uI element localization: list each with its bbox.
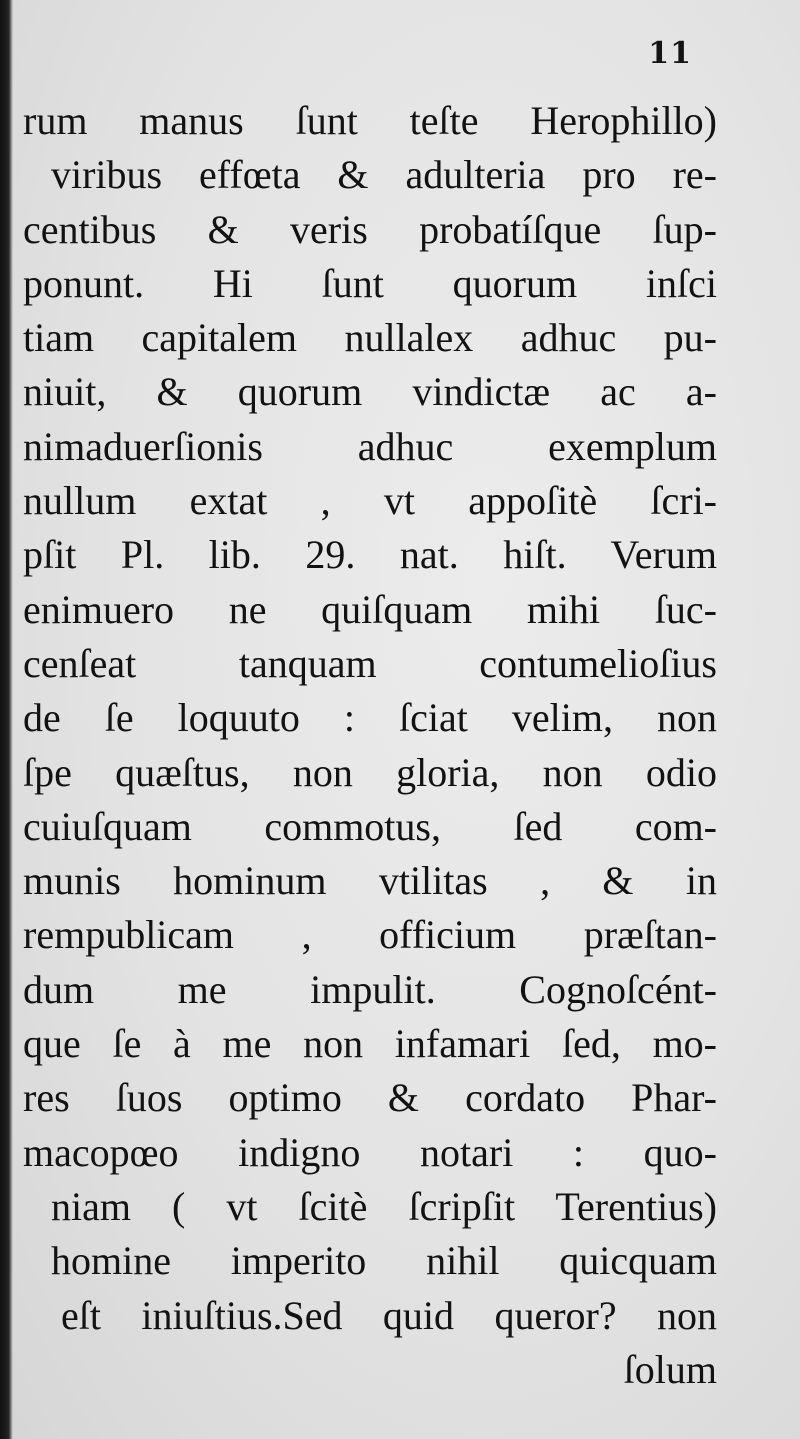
- text-line: enimuero ne quiſquam mihi ſuc-: [23, 586, 717, 632]
- text-line: centibus & veris probatíſque ſup-: [23, 206, 717, 252]
- text-line: munis hominum vtilitas , & in: [23, 858, 717, 904]
- text-line: pſit Pl. lib. 29. nat. hiſt. Verum: [23, 532, 717, 578]
- text-line: tiam capitalem nullalex adhuc pu-: [23, 315, 717, 361]
- text-line: rempublicam , officium præſtan-: [23, 912, 717, 958]
- text-line: ponunt. Hi ſunt quorum inſci: [23, 260, 717, 306]
- text-line: niam ( vt ſcitè ſcripſit Terentius): [51, 1183, 717, 1229]
- text-line: macopœo indigno notari : quo-: [23, 1129, 717, 1175]
- text-line: de ſe loquuto : ſciat velim, non: [23, 695, 717, 741]
- text-line: ſpe quæſtus, non gloria, non odio: [23, 749, 717, 795]
- page-number: 11: [648, 36, 692, 71]
- text-line: cenſeat tanquam contumelioſius: [23, 640, 717, 686]
- text-line: nimaduerſionis adhuc exemplum: [23, 423, 717, 469]
- text-line: viribus effœta & adulteria pro re-: [51, 152, 717, 198]
- text-line: homine imperito nihil quicquam: [51, 1238, 717, 1284]
- text-line: niuit, & quorum vindictæ ac a-: [23, 369, 717, 415]
- text-line: nullum extat , vt appoſitè ſcri-: [23, 478, 717, 524]
- body-text: [23, 94, 717, 1397]
- text-line: eſt iniuſtius.Sed quid queror? non: [61, 1292, 717, 1338]
- book-page: [13, 0, 800, 1439]
- text-line: cuiuſquam commotus, ſed com-: [23, 803, 717, 849]
- catchword: ſolum: [623, 1346, 717, 1392]
- text-line: que ſe à me non infamari ſed, mo-: [23, 1021, 717, 1067]
- text-line: dum me impulit. Cognoſcént-: [23, 966, 717, 1012]
- text-line: rum manus ſunt teſte Herophillo): [23, 98, 717, 143]
- text-line: res ſuos optimo & cordato Phar-: [23, 1075, 717, 1121]
